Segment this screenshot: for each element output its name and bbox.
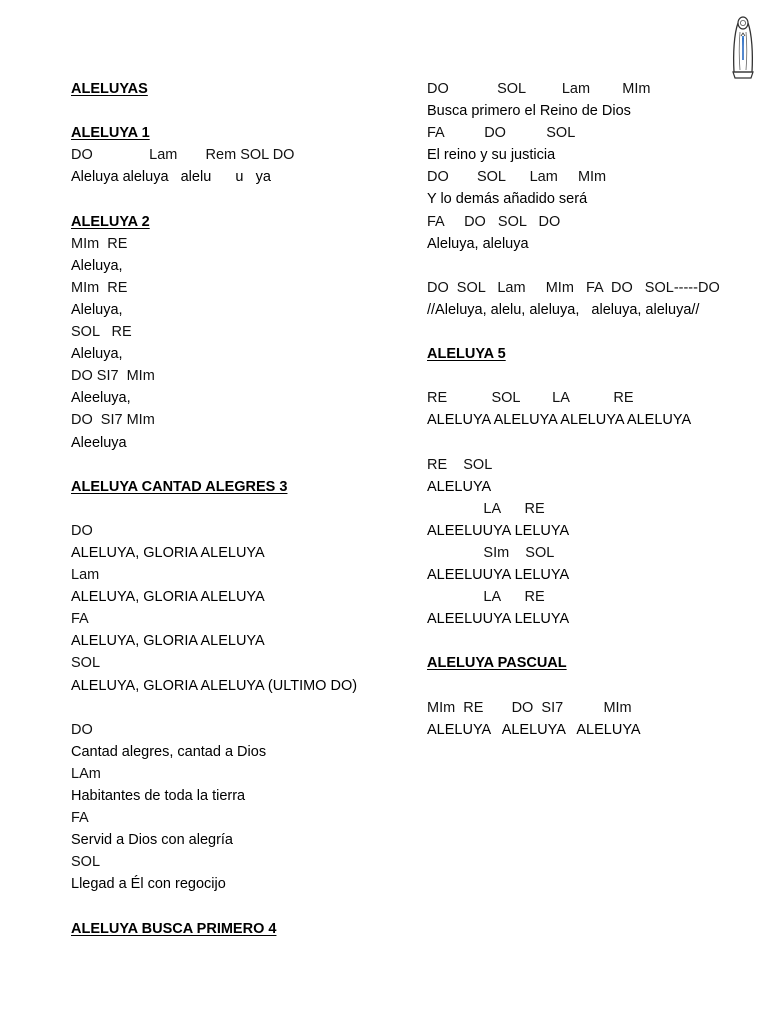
chord-line: DO SOL Lam MIm xyxy=(427,81,651,97)
section-title: ALELUYA 1 xyxy=(71,125,150,142)
section-title: ALELUYA BUSCA PRIMERO 4 xyxy=(71,920,277,937)
lyric-line: El reino y su justicia xyxy=(427,147,556,164)
chord-line: LA RE xyxy=(427,500,545,517)
chord-line: SOL RE xyxy=(71,324,132,341)
lyric-line: ALELUYA, GLORIA ALELUYA (ULTIMO DO) xyxy=(71,677,358,694)
virgin-mary-figure-icon xyxy=(730,14,756,80)
lyric-line: Servid a Dios con alegría xyxy=(71,832,233,849)
lyric-line: Aleeluya, xyxy=(71,390,131,407)
lyric-line: Y lo demás añadido será xyxy=(427,191,588,208)
chord-line: DO SOL Lam MIm FA DO SOL-----DO xyxy=(427,279,720,296)
lyric-line: //Aleluya, alelu, aleluya, aleluya, aleluya// xyxy=(427,301,700,318)
chord-line: DO Lam Rem SOL DO xyxy=(71,147,295,164)
blank-line xyxy=(71,454,401,476)
blank-line xyxy=(427,321,757,343)
lyric-line: Aleluya, xyxy=(71,257,123,274)
blank-line xyxy=(427,675,757,697)
section-title: ALELUYA 5 xyxy=(427,346,506,363)
lyric-line: ALELUYA, GLORIA ALELUYA xyxy=(71,589,265,606)
blank-line xyxy=(71,100,401,122)
lyric-line: ALELUYA ALELUYA ALELUYA xyxy=(427,721,641,738)
chord-line: FA xyxy=(71,611,89,628)
section-title: ALELUYA CANTAD ALEGRES 3 xyxy=(71,478,288,495)
blank-line xyxy=(71,188,401,210)
blank-line xyxy=(427,432,757,454)
lyric-line: ALEELUUYA LELUYA xyxy=(427,522,570,539)
chord-line: MIm RE xyxy=(71,235,128,252)
lyric-line: Aleluya, xyxy=(71,301,123,318)
lyric-line: Cantad alegres, cantad a Dios xyxy=(71,743,267,760)
chord-line: RE SOL LA RE xyxy=(427,390,634,407)
chord-line: DO SI7 MIm xyxy=(71,412,155,429)
chord-line: FA xyxy=(71,810,89,827)
chord-line: SIm SOL xyxy=(427,544,555,561)
chord-line: Lam xyxy=(71,567,100,584)
blank-line xyxy=(427,630,757,652)
chord-line: LA RE xyxy=(427,589,545,606)
lyric-line: Aleeluya xyxy=(71,434,127,451)
lyric-line: ALELUYA, GLORIA ALELUYA xyxy=(71,544,265,561)
section-title: ALELUYAS xyxy=(71,81,148,97)
lyric-line: ALELUYA xyxy=(427,478,492,495)
chord-line: MIm RE DO SI7 MIm xyxy=(427,699,632,716)
blank-line xyxy=(71,895,401,917)
lyric-line: Aleluya, xyxy=(71,346,123,363)
section-title: ALELUYA 2 xyxy=(71,213,150,230)
chord-line: MIm RE xyxy=(71,279,128,296)
chord-line: FA DO SOL xyxy=(427,125,576,142)
left-column xyxy=(71,78,401,940)
lyric-line: Aleluya, aleluya xyxy=(427,235,529,252)
chord-line: DO SI7 MIm xyxy=(71,368,155,385)
chord-line: LAm xyxy=(71,765,101,782)
right-column xyxy=(427,78,757,741)
lyric-line: ALELUYA, GLORIA ALELUYA xyxy=(71,633,265,650)
blank-line xyxy=(427,255,757,277)
section-title: ALELUYA PASCUAL xyxy=(427,655,567,672)
chord-line: RE SOL xyxy=(427,456,493,473)
blank-line xyxy=(427,365,757,387)
chord-line: DO SOL Lam MIm xyxy=(427,169,607,186)
lyric-line: Habitantes de toda la tierra xyxy=(71,788,246,804)
lyric-line: ALEELUUYA LELUYA xyxy=(427,611,570,628)
lyric-line: ALEELUUYA LELUYA xyxy=(427,567,570,584)
chord-line: SOL xyxy=(71,655,101,672)
chord-line: DO xyxy=(71,721,93,738)
blank-line xyxy=(71,697,401,719)
chord-line: DO xyxy=(71,522,93,539)
lyric-line: Aleluya aleluya alelu u ya xyxy=(71,169,271,186)
lyric-line: ALELUYA ALELUYA ALELUYA ALELUYA xyxy=(427,412,692,429)
lyric-line: Llegad a Él con regocijo xyxy=(71,876,226,893)
blank-line xyxy=(71,498,401,520)
chord-line: FA DO SOL DO xyxy=(427,213,561,230)
lyric-line: Busca primero el Reino de Dios xyxy=(427,103,631,120)
chord-line: SOL xyxy=(71,854,101,871)
